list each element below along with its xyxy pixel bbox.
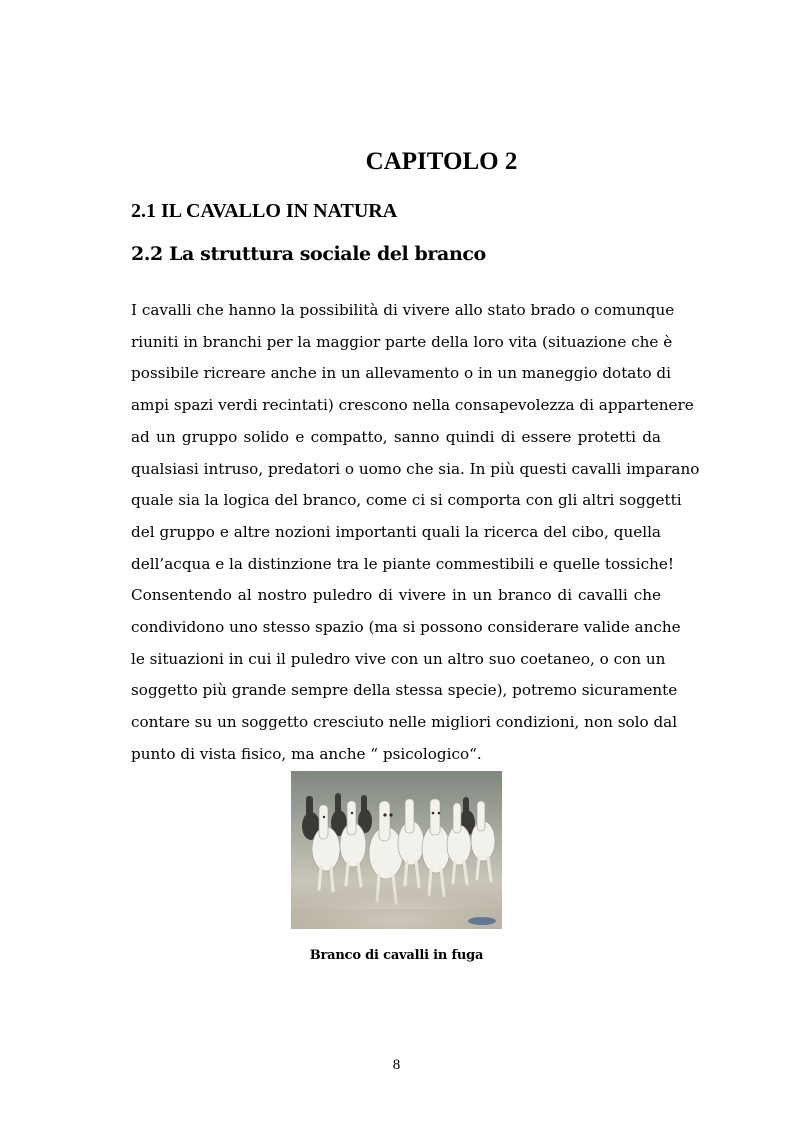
body-line: punto di vista fisico, ma anche “ psicologico“. [131,744,482,763]
body-line: ampi spazi verdi recintati) crescono nella consapevolezza di appartenere [131,396,694,415]
body-line: soggetto più grande sempre della stessa specie), potremo sicuramente [131,681,678,700]
chapter-title: CAPITOLO 2 [365,148,518,175]
body-paragraph [131,295,700,771]
body-line: qualsiasi intruso, predatori o uomo che sia. In più questi cavalli imparano [131,459,700,478]
body-line: contare su un soggetto cresciuto nelle migliori condizioni, non solo dal [131,713,678,732]
body-line: possibile ricreare anche in un allevamento o in un maneggio dotato di [131,364,672,383]
body-line: del gruppo e altre nozioni importanti quali la ricerca del cibo, quella [131,522,661,541]
section-heading: 2.1 IL CAVALLO IN NATURA [131,200,398,222]
page-number: 8 [392,1057,401,1073]
body-line: le situazioni in cui il puledro vive con un altro suo coetaneo, o con un [131,649,666,668]
figure-caption: Branco di cavalli in fuga [309,948,484,963]
body-line: quale sia la logica del branco, come ci si comporta con gli altri soggetti [131,491,682,510]
body-line: I cavalli che hanno la possibilità di vivere allo stato brado o comunque [131,301,675,319]
horses-photo [291,771,502,929]
body-line: ad un gruppo solido e compatto, sanno quindi di essere protetti da [131,427,661,446]
horse-herd-illustration [291,771,502,929]
body-line: dell’acqua e la distinzione tra le piante commestibili e quelle tossiche! [131,554,674,573]
body-line: riuniti in branchi per la maggior parte della loro vita (situazione che è [131,332,673,351]
body-line: Consentendo al nostro puledro di vivere in un branco di cavalli che [131,586,661,605]
subsection-heading: 2.2 La struttura sociale del branco [131,243,486,265]
body-line: condividono uno stesso spazio (ma si possono considerare valide anche [131,618,681,637]
